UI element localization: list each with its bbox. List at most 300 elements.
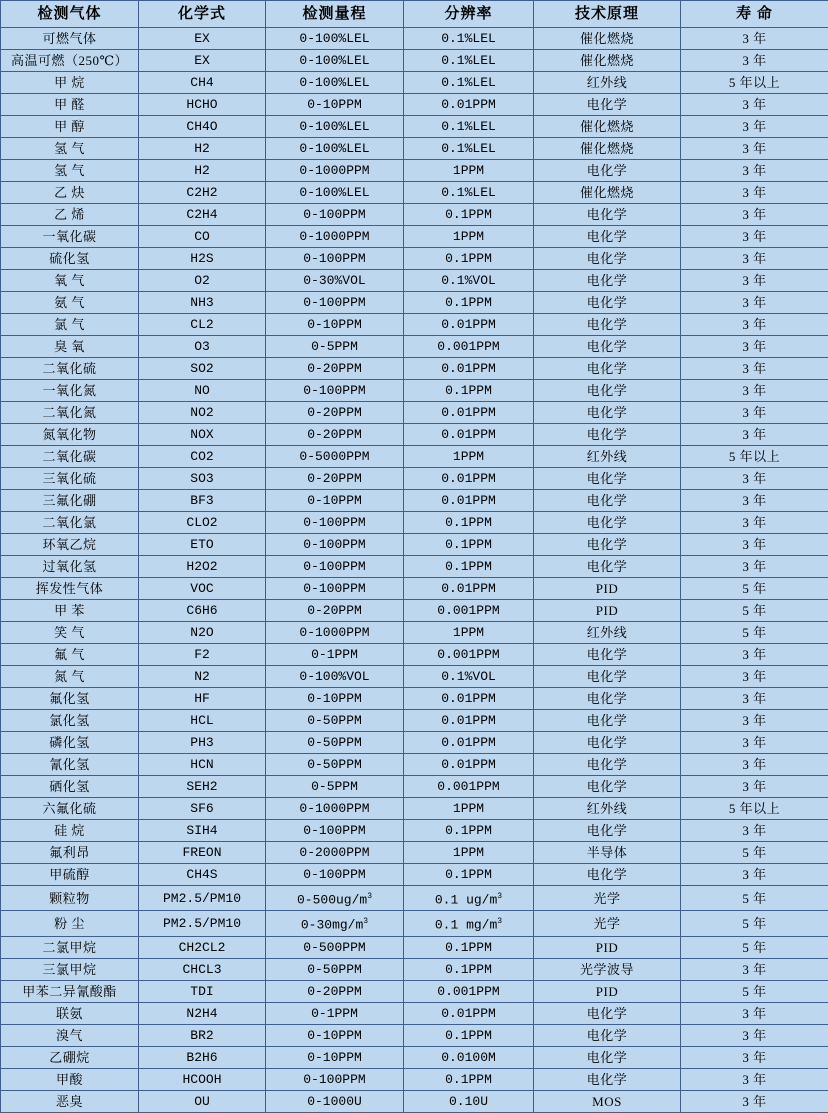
cell-range: 0-100PPM bbox=[266, 820, 404, 842]
cell-resolution: 0.01PPM bbox=[404, 358, 534, 380]
table-row bbox=[1, 578, 828, 600]
cell-gas-name: 溴气 bbox=[1, 1024, 139, 1046]
cell-resolution: 0.1PPM bbox=[404, 864, 534, 886]
cell-life: 3 年 bbox=[681, 424, 828, 446]
cell-life: 5 年以上 bbox=[681, 72, 828, 94]
cell-gas-name: 甲硫醇 bbox=[1, 864, 139, 886]
cell-principle: 电化学 bbox=[534, 776, 681, 798]
cell-formula: B2H6 bbox=[139, 1046, 266, 1068]
cell-principle: 电化学 bbox=[534, 1002, 681, 1024]
cell-principle: 电化学 bbox=[534, 336, 681, 358]
cell-resolution: 0.1PPM bbox=[404, 380, 534, 402]
cell-life: 5 年 bbox=[681, 578, 828, 600]
cell-life: 3 年 bbox=[681, 226, 828, 248]
cell-life: 3 年 bbox=[681, 50, 828, 72]
cell-range: 0-100%LEL bbox=[266, 28, 404, 50]
cell-resolution: 0.01PPM bbox=[404, 710, 534, 732]
cell-formula: SO3 bbox=[139, 468, 266, 490]
table-row bbox=[1, 958, 828, 980]
cell-principle: 电化学 bbox=[534, 754, 681, 776]
column-header-formula: 化学式 bbox=[139, 1, 266, 28]
cell-life: 3 年 bbox=[681, 314, 828, 336]
cell-gas-name: 二氯甲烷 bbox=[1, 936, 139, 958]
cell-gas-name: 联氨 bbox=[1, 1002, 139, 1024]
cell-life: 3 年 bbox=[681, 468, 828, 490]
cell-principle: 催化燃烧 bbox=[534, 116, 681, 138]
cell-formula: HF bbox=[139, 688, 266, 710]
cell-principle: 红外线 bbox=[534, 798, 681, 820]
cell-resolution: 0.01PPM bbox=[404, 402, 534, 424]
cell-life: 3 年 bbox=[681, 490, 828, 512]
cell-resolution: 0.01PPM bbox=[404, 468, 534, 490]
cell-range: 0-20PPM bbox=[266, 424, 404, 446]
cell-life: 3 年 bbox=[681, 776, 828, 798]
cell-gas-name: 环氧乙烷 bbox=[1, 534, 139, 556]
cell-principle: PID bbox=[534, 936, 681, 958]
cell-range: 0-50PPM bbox=[266, 958, 404, 980]
cell-gas-name: 硅 烷 bbox=[1, 820, 139, 842]
cell-life: 3 年 bbox=[681, 402, 828, 424]
table-row bbox=[1, 380, 828, 402]
cell-life: 5 年 bbox=[681, 842, 828, 864]
table-body bbox=[1, 28, 828, 1113]
column-header-range: 检测量程 bbox=[266, 1, 404, 28]
cell-gas-name: 高温可燃（250℃） bbox=[1, 50, 139, 72]
cell-gas-name: 过氧化氢 bbox=[1, 556, 139, 578]
cell-formula: PM2.5/PM10 bbox=[139, 911, 266, 936]
cell-resolution: 0.1PPM bbox=[404, 820, 534, 842]
cell-life: 5 年 bbox=[681, 622, 828, 644]
cell-life: 3 年 bbox=[681, 512, 828, 534]
cell-resolution: 0.1%VOL bbox=[404, 270, 534, 292]
cell-resolution: 1PPM bbox=[404, 622, 534, 644]
cell-formula: SF6 bbox=[139, 798, 266, 820]
cell-resolution: 0.1%VOL bbox=[404, 666, 534, 688]
cell-range: 0-100%LEL bbox=[266, 182, 404, 204]
cell-range: 0-10PPM bbox=[266, 1046, 404, 1068]
table-row bbox=[1, 798, 828, 820]
cell-formula: NH3 bbox=[139, 292, 266, 314]
cell-formula: NOX bbox=[139, 424, 266, 446]
cell-gas-name: 氮氧化物 bbox=[1, 424, 139, 446]
cell-principle: 电化学 bbox=[534, 160, 681, 182]
cell-range: 0-10PPM bbox=[266, 688, 404, 710]
table-row bbox=[1, 776, 828, 798]
table-row bbox=[1, 622, 828, 644]
table-row bbox=[1, 556, 828, 578]
cell-principle: 电化学 bbox=[534, 864, 681, 886]
cell-principle: 电化学 bbox=[534, 710, 681, 732]
cell-range: 0-5000PPM bbox=[266, 446, 404, 468]
cell-principle: 电化学 bbox=[534, 534, 681, 556]
cell-gas-name: 氟利昂 bbox=[1, 842, 139, 864]
cell-range: 0-2000PPM bbox=[266, 842, 404, 864]
cell-life: 5 年以上 bbox=[681, 446, 828, 468]
cell-range: 0-100PPM bbox=[266, 380, 404, 402]
cell-formula: CO bbox=[139, 226, 266, 248]
cell-resolution: 1PPM bbox=[404, 446, 534, 468]
table-row bbox=[1, 468, 828, 490]
cell-gas-name: 氰化氢 bbox=[1, 754, 139, 776]
cell-resolution: 0.001PPM bbox=[404, 980, 534, 1002]
table-row bbox=[1, 314, 828, 336]
cell-formula: CHCL3 bbox=[139, 958, 266, 980]
cell-formula: HCHO bbox=[139, 94, 266, 116]
table-row bbox=[1, 534, 828, 556]
cell-life: 3 年 bbox=[681, 204, 828, 226]
cell-resolution: 0.01PPM bbox=[404, 94, 534, 116]
cell-formula: CLO2 bbox=[139, 512, 266, 534]
table-row bbox=[1, 116, 828, 138]
cell-principle: 电化学 bbox=[534, 556, 681, 578]
cell-principle: 电化学 bbox=[534, 688, 681, 710]
cell-resolution: 0.1PPM bbox=[404, 1024, 534, 1046]
cell-principle: 光学 bbox=[534, 911, 681, 936]
cell-range: 0-100PPM bbox=[266, 248, 404, 270]
cell-range: 0-20PPM bbox=[266, 358, 404, 380]
cell-resolution: 0.001PPM bbox=[404, 600, 534, 622]
cell-range: 0-20PPM bbox=[266, 402, 404, 424]
cell-range: 0-1PPM bbox=[266, 644, 404, 666]
cell-life: 3 年 bbox=[681, 1002, 828, 1024]
table-row bbox=[1, 886, 828, 911]
table-row bbox=[1, 1046, 828, 1068]
cell-principle: 催化燃烧 bbox=[534, 138, 681, 160]
cell-formula: N2 bbox=[139, 666, 266, 688]
cell-resolution: 0.1PPM bbox=[404, 936, 534, 958]
cell-principle: 电化学 bbox=[534, 314, 681, 336]
cell-principle: 电化学 bbox=[534, 1024, 681, 1046]
cell-range: 0-1000PPM bbox=[266, 798, 404, 820]
table-row bbox=[1, 1090, 828, 1112]
cell-life: 3 年 bbox=[681, 28, 828, 50]
cell-gas-name: 乙 烯 bbox=[1, 204, 139, 226]
cell-life: 3 年 bbox=[681, 864, 828, 886]
cell-formula: NO bbox=[139, 380, 266, 402]
cell-gas-name: 三氯甲烷 bbox=[1, 958, 139, 980]
cell-resolution: 0.1%LEL bbox=[404, 50, 534, 72]
cell-range: 0-100PPM bbox=[266, 512, 404, 534]
table-row bbox=[1, 666, 828, 688]
table-row bbox=[1, 1024, 828, 1046]
cell-resolution: 0.1PPM bbox=[404, 512, 534, 534]
cell-principle: 电化学 bbox=[534, 820, 681, 842]
table-row bbox=[1, 72, 828, 94]
cell-resolution: 0.01PPM bbox=[404, 314, 534, 336]
cell-gas-name: 二氧化氯 bbox=[1, 512, 139, 534]
cell-gas-name: 乙 炔 bbox=[1, 182, 139, 204]
table-row bbox=[1, 226, 828, 248]
cell-gas-name: 氯 气 bbox=[1, 314, 139, 336]
cell-principle: 催化燃烧 bbox=[534, 50, 681, 72]
cell-principle: 电化学 bbox=[534, 490, 681, 512]
cell-formula: H2 bbox=[139, 160, 266, 182]
table-row bbox=[1, 732, 828, 754]
cell-gas-name: 氯化氢 bbox=[1, 710, 139, 732]
cell-life: 3 年 bbox=[681, 292, 828, 314]
cell-life: 3 年 bbox=[681, 182, 828, 204]
table-row bbox=[1, 820, 828, 842]
cell-gas-name: 六氟化硫 bbox=[1, 798, 139, 820]
table-row bbox=[1, 358, 828, 380]
cell-life: 3 年 bbox=[681, 160, 828, 182]
table-row bbox=[1, 292, 828, 314]
cell-principle: 电化学 bbox=[534, 248, 681, 270]
cell-resolution: 0.1%LEL bbox=[404, 182, 534, 204]
cell-gas-name: 颗粒物 bbox=[1, 886, 139, 911]
cell-formula: PH3 bbox=[139, 732, 266, 754]
cell-resolution: 0.1PPM bbox=[404, 534, 534, 556]
cell-gas-name: 二氧化碳 bbox=[1, 446, 139, 468]
cell-gas-name: 一氧化碳 bbox=[1, 226, 139, 248]
cell-life: 3 年 bbox=[681, 1024, 828, 1046]
cell-principle: 催化燃烧 bbox=[534, 28, 681, 50]
cell-gas-name: 甲酸 bbox=[1, 1068, 139, 1090]
cell-gas-name: 磷化氢 bbox=[1, 732, 139, 754]
cell-principle: 电化学 bbox=[534, 1068, 681, 1090]
cell-resolution: 0.0100M bbox=[404, 1046, 534, 1068]
cell-formula: BF3 bbox=[139, 490, 266, 512]
cell-life: 3 年 bbox=[681, 688, 828, 710]
cell-principle: 电化学 bbox=[534, 226, 681, 248]
table-row bbox=[1, 512, 828, 534]
table-row bbox=[1, 688, 828, 710]
cell-resolution: 0.01PPM bbox=[404, 1002, 534, 1024]
table-row bbox=[1, 402, 828, 424]
table-row bbox=[1, 644, 828, 666]
table-row bbox=[1, 710, 828, 732]
cell-formula: OU bbox=[139, 1090, 266, 1112]
table-row bbox=[1, 28, 828, 50]
cell-formula: C6H6 bbox=[139, 600, 266, 622]
cell-range: 0-500PPM bbox=[266, 936, 404, 958]
cell-formula: NO2 bbox=[139, 402, 266, 424]
cell-formula: CH2CL2 bbox=[139, 936, 266, 958]
cell-gas-name: 笑 气 bbox=[1, 622, 139, 644]
cell-range: 0-5PPM bbox=[266, 776, 404, 798]
cell-range: 0-100%LEL bbox=[266, 138, 404, 160]
cell-range: 0-100%VOL bbox=[266, 666, 404, 688]
cell-life: 3 年 bbox=[681, 1068, 828, 1090]
table-row bbox=[1, 864, 828, 886]
cell-principle: 电化学 bbox=[534, 204, 681, 226]
cell-life: 3 年 bbox=[681, 644, 828, 666]
cell-life: 5 年 bbox=[681, 936, 828, 958]
table-row bbox=[1, 336, 828, 358]
cell-range: 0-20PPM bbox=[266, 468, 404, 490]
cell-life: 3 年 bbox=[681, 556, 828, 578]
cell-range: 0-30%VOL bbox=[266, 270, 404, 292]
cell-resolution: 0.01PPM bbox=[404, 732, 534, 754]
cell-formula: N2O bbox=[139, 622, 266, 644]
cell-gas-name: 恶臭 bbox=[1, 1090, 139, 1112]
table-row bbox=[1, 94, 828, 116]
cell-range: $0-30mg/m^3$ bbox=[266, 911, 404, 936]
cell-formula: SEH2 bbox=[139, 776, 266, 798]
cell-principle: 电化学 bbox=[534, 666, 681, 688]
cell-life: 3 年 bbox=[681, 958, 828, 980]
cell-resolution: 0.001PPM bbox=[404, 336, 534, 358]
cell-principle: PID bbox=[534, 578, 681, 600]
cell-range: 0-100PPM bbox=[266, 292, 404, 314]
cell-principle: 红外线 bbox=[534, 622, 681, 644]
cell-resolution: 0.1%LEL bbox=[404, 28, 534, 50]
cell-gas-name: 氧 气 bbox=[1, 270, 139, 292]
cell-gas-name: 臭 氧 bbox=[1, 336, 139, 358]
cell-gas-name: 三氟化硼 bbox=[1, 490, 139, 512]
cell-range: 0-100PPM bbox=[266, 1068, 404, 1090]
cell-range: 0-100PPM bbox=[266, 864, 404, 886]
cell-life: 3 年 bbox=[681, 94, 828, 116]
cell-resolution: 0.01PPM bbox=[404, 424, 534, 446]
cell-resolution: 1PPM bbox=[404, 160, 534, 182]
cell-resolution: 0.1PPM bbox=[404, 248, 534, 270]
cell-principle: MOS bbox=[534, 1090, 681, 1112]
cell-gas-name: 挥发性气体 bbox=[1, 578, 139, 600]
table-row bbox=[1, 936, 828, 958]
cell-range: 0-100PPM bbox=[266, 204, 404, 226]
cell-gas-name: 二氧化氮 bbox=[1, 402, 139, 424]
cell-range: 0-10PPM bbox=[266, 490, 404, 512]
cell-life: 3 年 bbox=[681, 754, 828, 776]
cell-life: 3 年 bbox=[681, 358, 828, 380]
cell-principle: 电化学 bbox=[534, 292, 681, 314]
cell-principle: 电化学 bbox=[534, 358, 681, 380]
cell-resolution: 1PPM bbox=[404, 798, 534, 820]
cell-range: 0-50PPM bbox=[266, 710, 404, 732]
cell-principle: 电化学 bbox=[534, 644, 681, 666]
cell-principle: 红外线 bbox=[534, 446, 681, 468]
cell-resolution: 1PPM bbox=[404, 842, 534, 864]
table-row bbox=[1, 270, 828, 292]
cell-formula: EX bbox=[139, 28, 266, 50]
cell-range: 0-100PPM bbox=[266, 534, 404, 556]
table-row bbox=[1, 842, 828, 864]
table-row bbox=[1, 1002, 828, 1024]
column-header-gas-name: 检测气体 bbox=[1, 1, 139, 28]
table-row bbox=[1, 138, 828, 160]
cell-range: 0-20PPM bbox=[266, 980, 404, 1002]
cell-principle: PID bbox=[534, 600, 681, 622]
cell-life: 3 年 bbox=[681, 666, 828, 688]
cell-resolution: 0.01PPM bbox=[404, 578, 534, 600]
cell-principle: 光学 bbox=[534, 886, 681, 911]
cell-formula: FREON bbox=[139, 842, 266, 864]
cell-principle: 红外线 bbox=[534, 72, 681, 94]
cell-principle: 电化学 bbox=[534, 270, 681, 292]
cell-gas-name: 氨 气 bbox=[1, 292, 139, 314]
table-header-row bbox=[1, 1, 828, 28]
cell-formula: H2S bbox=[139, 248, 266, 270]
cell-formula: HCL bbox=[139, 710, 266, 732]
cell-life: 3 年 bbox=[681, 248, 828, 270]
cell-range: 0-5PPM bbox=[266, 336, 404, 358]
cell-gas-name: 硫化氢 bbox=[1, 248, 139, 270]
cell-formula: SIH4 bbox=[139, 820, 266, 842]
cell-range: 0-1PPM bbox=[266, 1002, 404, 1024]
cell-resolution: 0.1PPM bbox=[404, 1068, 534, 1090]
table-row bbox=[1, 1068, 828, 1090]
cell-formula: H2 bbox=[139, 138, 266, 160]
cell-formula: CL2 bbox=[139, 314, 266, 336]
cell-gas-name: 甲 烷 bbox=[1, 72, 139, 94]
cell-resolution: 0.01PPM bbox=[404, 688, 534, 710]
cell-range: 0-100%LEL bbox=[266, 116, 404, 138]
cell-range: 0-10PPM bbox=[266, 94, 404, 116]
cell-life: 3 年 bbox=[681, 1090, 828, 1112]
cell-principle: 电化学 bbox=[534, 380, 681, 402]
table-row bbox=[1, 490, 828, 512]
cell-range: 0-10PPM bbox=[266, 314, 404, 336]
cell-principle: 电化学 bbox=[534, 1046, 681, 1068]
cell-life: 5 年 bbox=[681, 911, 828, 936]
cell-formula: ETO bbox=[139, 534, 266, 556]
cell-gas-name: 乙硼烷 bbox=[1, 1046, 139, 1068]
cell-life: 3 年 bbox=[681, 710, 828, 732]
cell-life: 3 年 bbox=[681, 732, 828, 754]
cell-formula: CH4 bbox=[139, 72, 266, 94]
cell-gas-name: 氟 气 bbox=[1, 644, 139, 666]
column-header-resolution: 分辨率 bbox=[404, 1, 534, 28]
table-row bbox=[1, 754, 828, 776]
cell-life: 3 年 bbox=[681, 534, 828, 556]
cell-life: 5 年 bbox=[681, 886, 828, 911]
cell-principle: 催化燃烧 bbox=[534, 182, 681, 204]
table-row bbox=[1, 204, 828, 226]
cell-principle: 半导体 bbox=[534, 842, 681, 864]
cell-resolution: 0.1PPM bbox=[404, 204, 534, 226]
cell-resolution: 1PPM bbox=[404, 226, 534, 248]
table-row bbox=[1, 50, 828, 72]
cell-life: 3 年 bbox=[681, 380, 828, 402]
cell-resolution: 0.001PPM bbox=[404, 776, 534, 798]
cell-resolution: 0.1%LEL bbox=[404, 72, 534, 94]
cell-life: 5 年 bbox=[681, 600, 828, 622]
cell-principle: 光学波导 bbox=[534, 958, 681, 980]
table-row bbox=[1, 980, 828, 1002]
cell-formula: CH4O bbox=[139, 116, 266, 138]
cell-range: 0-100PPM bbox=[266, 556, 404, 578]
cell-range: 0-1000U bbox=[266, 1090, 404, 1112]
table-header bbox=[1, 1, 828, 28]
cell-formula: HCOOH bbox=[139, 1068, 266, 1090]
cell-formula: O3 bbox=[139, 336, 266, 358]
cell-formula: H2O2 bbox=[139, 556, 266, 578]
cell-gas-name: 氢 气 bbox=[1, 160, 139, 182]
cell-life: 3 年 bbox=[681, 820, 828, 842]
cell-gas-name: 三氧化硫 bbox=[1, 468, 139, 490]
cell-resolution: 0.1 $ug/m^3$ bbox=[404, 886, 534, 911]
cell-formula: CO2 bbox=[139, 446, 266, 468]
cell-gas-name: 一氧化氮 bbox=[1, 380, 139, 402]
cell-gas-name: 可燃气体 bbox=[1, 28, 139, 50]
cell-range: 0-100%LEL bbox=[266, 72, 404, 94]
cell-formula: C2H2 bbox=[139, 182, 266, 204]
cell-range: 0-50PPM bbox=[266, 754, 404, 776]
cell-range: 0-20PPM bbox=[266, 600, 404, 622]
cell-range: 0-100PPM bbox=[266, 578, 404, 600]
cell-gas-name: 粉 尘 bbox=[1, 911, 139, 936]
cell-gas-name: 硒化氢 bbox=[1, 776, 139, 798]
cell-resolution: 0.1PPM bbox=[404, 292, 534, 314]
cell-formula: EX bbox=[139, 50, 266, 72]
cell-formula: PM2.5/PM10 bbox=[139, 886, 266, 911]
cell-principle: 电化学 bbox=[534, 94, 681, 116]
cell-formula: F2 bbox=[139, 644, 266, 666]
cell-gas-name: 氟化氢 bbox=[1, 688, 139, 710]
column-header-life: 寿 命 bbox=[681, 1, 828, 28]
cell-principle: 电化学 bbox=[534, 732, 681, 754]
